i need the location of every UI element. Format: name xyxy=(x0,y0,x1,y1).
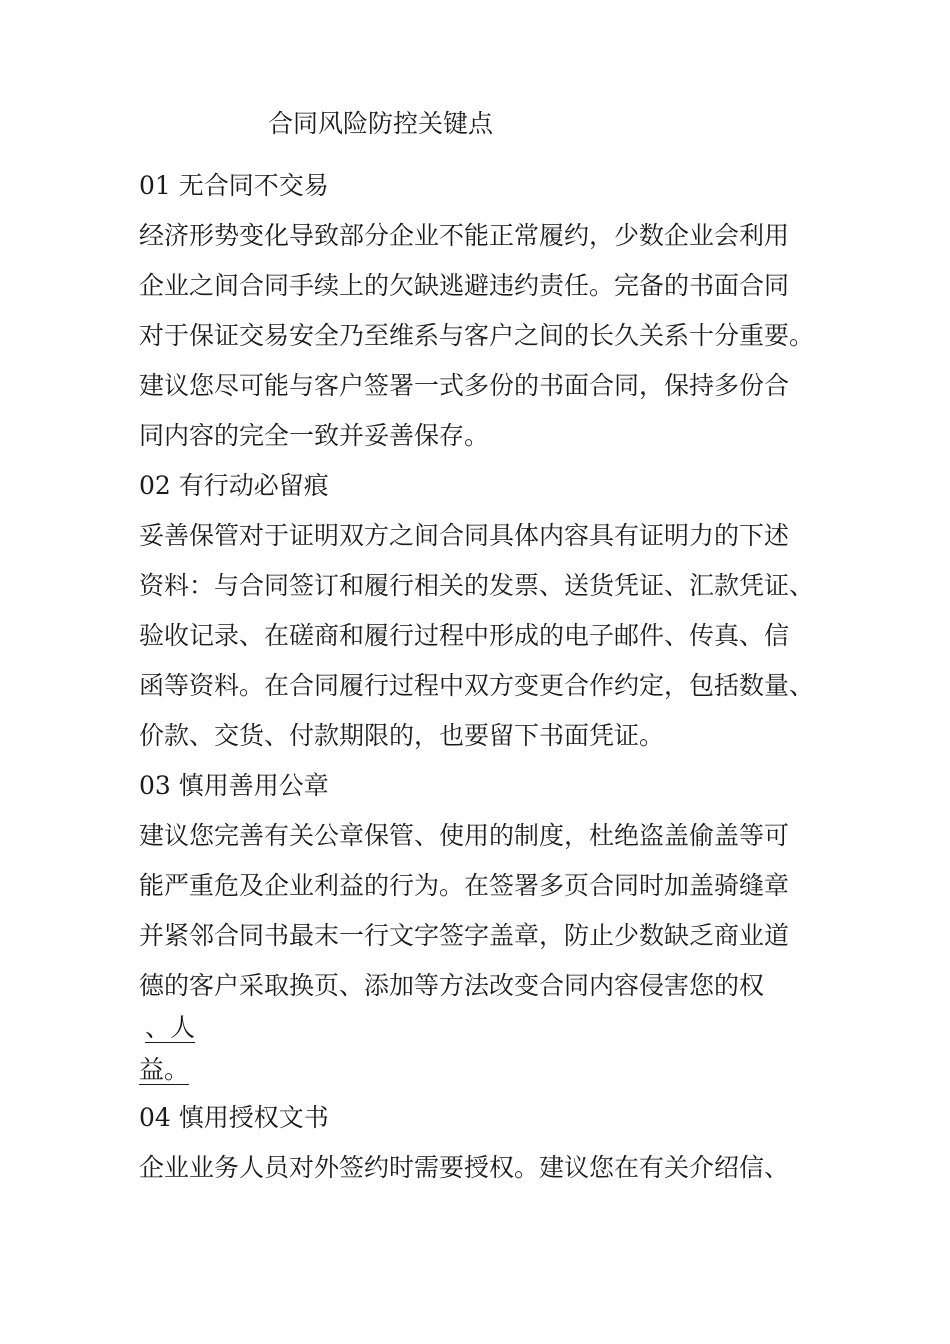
paragraph-line: 妥善保管对于证明双方之间合同具体内容具有证明力的下述 xyxy=(139,521,790,550)
paragraph-line-end: 益。 xyxy=(139,1055,190,1084)
paragraph-line: 企业业务人员对外签约时需要授权。建议您在有关介绍信、 xyxy=(139,1153,790,1182)
paragraph-line: 建议您尽可能与客户签署一式多份的书面合同，保持多份合 xyxy=(139,371,790,400)
paragraph-line: 对于保证交易安全乃至维系与客户之间的长久关系十分重要。 xyxy=(139,321,815,350)
section-heading-02: 02 有行动必留痕 xyxy=(139,471,329,500)
paragraph-line: 价款、交货、付款期限的，也要留下书面凭证。 xyxy=(139,721,665,750)
paragraph-line: 能严重危及企业利益的行为。在签署多页合同时加盖骑缝章 xyxy=(139,871,790,900)
paragraph-line: 企业之间合同手续上的欠缺逃避违约责任。完备的书面合同 xyxy=(139,271,790,300)
section-heading-01: 01 无合同不交易 xyxy=(139,171,329,200)
document-title: 合同风险防控关键点 xyxy=(268,109,494,138)
paragraph-line: 并紧邻合同书最末一行文字签字盖章，防止少数缺乏商业道 xyxy=(139,921,790,950)
paragraph-line: 同内容的完全一致并妥善保存。 xyxy=(139,421,490,450)
paragraph-line: 验收记录、在磋商和履行过程中形成的电子邮件、传真、信 xyxy=(139,621,790,650)
paragraph-line: 函等资料。在合同履行过程中双方变更合作约定，包括数量、 xyxy=(139,671,815,700)
paragraph-line: 建议您完善有关公章保管、使用的制度，杜绝盗盖偷盖等可 xyxy=(139,821,790,850)
section-heading-04: 04 慎用授权文书 xyxy=(139,1103,329,1132)
section-heading-03: 03 慎用善用公章 xyxy=(139,771,329,800)
paragraph-line: 资料：与合同签订和履行相关的发票、送货凭证、汇款凭证、 xyxy=(139,571,815,600)
underlined-fragment: 、人 xyxy=(145,1013,196,1042)
paragraph-line: 德的客户采取换页、添加等方法改变合同内容侵害您的权 xyxy=(139,971,765,1000)
paragraph-line: 经济形势变化导致部分企业不能正常履约，少数企业会利用 xyxy=(139,221,790,250)
